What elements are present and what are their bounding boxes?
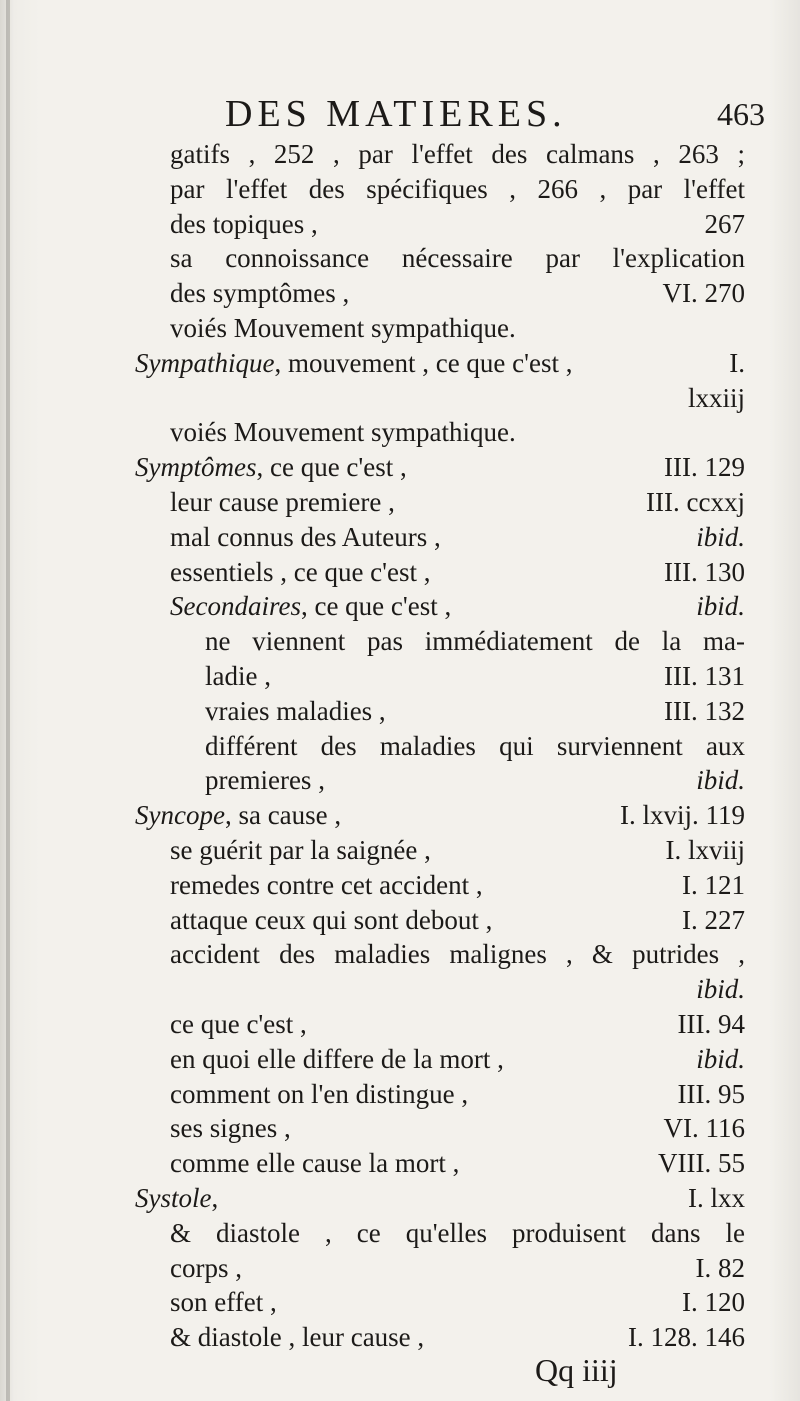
index-line bbox=[0, 1077, 800, 1111]
index-line-text bbox=[170, 137, 745, 171]
index-line bbox=[0, 833, 800, 867]
index-entry-text: vraies maladies , bbox=[205, 695, 386, 726]
index-line-text bbox=[170, 241, 745, 275]
index-line bbox=[0, 868, 800, 902]
index-line bbox=[0, 520, 800, 554]
index-line-text bbox=[170, 311, 516, 345]
index-line-text bbox=[170, 555, 431, 589]
index-line bbox=[0, 276, 800, 310]
index-entry-text: remedes contre cet accident , bbox=[170, 869, 483, 900]
index-line bbox=[0, 729, 800, 763]
index-line bbox=[0, 972, 800, 1006]
index-line-text bbox=[135, 346, 573, 380]
index-page-reference: I. 227 bbox=[682, 904, 745, 935]
index-page-reference: I. 82 bbox=[695, 1252, 745, 1283]
page-number: 463 bbox=[717, 96, 765, 132]
index-line bbox=[0, 1320, 800, 1354]
index-line-text bbox=[170, 207, 318, 241]
index-entry-text: différent des maladies qui surviennent aux bbox=[205, 730, 745, 761]
index-line bbox=[0, 555, 800, 589]
index-line-text bbox=[170, 485, 395, 519]
index-line bbox=[0, 589, 800, 623]
index-line-text bbox=[170, 1251, 242, 1285]
index-line-text bbox=[170, 1007, 307, 1041]
index-line bbox=[0, 694, 800, 728]
index-line-text bbox=[205, 694, 386, 728]
index-headword: Secondaires bbox=[170, 591, 301, 622]
index-line bbox=[0, 415, 800, 449]
index-line bbox=[0, 241, 800, 275]
index-line bbox=[0, 1181, 800, 1215]
index-page-reference: I. lxviij bbox=[665, 835, 745, 865]
index-page-reference: ibid. bbox=[696, 1043, 745, 1074]
index-entry-text: , sa cause , bbox=[224, 800, 342, 831]
index-line-text bbox=[170, 1146, 459, 1180]
index-page-reference: III. 131 bbox=[664, 661, 745, 691]
index-line-text bbox=[135, 1181, 218, 1215]
index-entry-text: son effet , bbox=[170, 1287, 277, 1318]
index-line bbox=[0, 1111, 800, 1145]
index-line bbox=[0, 137, 800, 171]
index-line bbox=[0, 485, 800, 519]
index-line-text bbox=[170, 520, 441, 554]
index-entry-text: voiés Mouvement sympathique. bbox=[170, 417, 516, 448]
index-page-reference: I. lxvij. 119 bbox=[620, 800, 745, 831]
index-page-reference: VI. 116 bbox=[663, 1113, 745, 1144]
index-entry-text: ce que c'est , bbox=[170, 1009, 307, 1039]
index-entry-text: des symptômes , bbox=[170, 278, 350, 309]
index-entry-text: voiés Mouvement sympathique. bbox=[170, 313, 516, 343]
index-page-reference: III. 94 bbox=[677, 1009, 745, 1039]
index-page-reference: I. 120 bbox=[682, 1287, 745, 1318]
page-title: DES MATIERES. bbox=[225, 93, 567, 135]
index-headword: Systole bbox=[135, 1183, 212, 1213]
index-line-text bbox=[170, 1077, 468, 1111]
index-line-text bbox=[170, 415, 516, 449]
index-line bbox=[0, 624, 800, 658]
index-line-text bbox=[170, 937, 745, 971]
index-page-reference: I. lxx bbox=[688, 1183, 745, 1213]
index-line-text bbox=[170, 1216, 745, 1250]
index-line-text bbox=[170, 172, 745, 206]
index-page-reference: III. 129 bbox=[664, 452, 745, 483]
index-page-reference: III. ccxxj bbox=[646, 487, 745, 517]
index-line bbox=[0, 903, 800, 937]
index-line-text bbox=[170, 1042, 504, 1076]
index-page-reference: ibid. bbox=[696, 591, 745, 622]
index-line bbox=[0, 1251, 800, 1285]
index-line-text bbox=[135, 450, 407, 484]
index-entry-text: comment on l'en distingue , bbox=[170, 1078, 469, 1109]
index-line bbox=[0, 1146, 800, 1180]
index-headword: Sympathique bbox=[135, 347, 275, 378]
index-page-reference: lxxiij bbox=[687, 382, 745, 413]
index-line-text bbox=[135, 798, 341, 832]
index-line bbox=[0, 381, 800, 415]
index-line-text bbox=[205, 624, 745, 658]
index-page-reference: 267 bbox=[704, 208, 745, 239]
index-line bbox=[0, 450, 800, 484]
index-line bbox=[0, 172, 800, 206]
index-line bbox=[0, 207, 800, 241]
index-page-reference: ibid. bbox=[696, 521, 745, 552]
index-page-reference: I. bbox=[729, 347, 745, 378]
index-line-text bbox=[170, 1111, 291, 1145]
index-line bbox=[0, 1216, 800, 1250]
index-page-reference: I. 128. 146 bbox=[628, 1322, 745, 1353]
index-entry-text: , ce que c'est , bbox=[300, 591, 452, 622]
index-line bbox=[0, 1007, 800, 1041]
index-entry-text: leur cause premiere , bbox=[170, 487, 395, 517]
index-entry-text: se guérit par la saignée , bbox=[170, 835, 431, 865]
index-line bbox=[0, 763, 800, 797]
index-entry-text: par l'effet des spécifiques , 266 , par l'effet bbox=[170, 173, 745, 204]
index-line-text bbox=[170, 1285, 277, 1319]
index-line bbox=[0, 311, 800, 345]
index-line bbox=[0, 1285, 800, 1319]
signature-mark: Qq iiij bbox=[535, 1352, 618, 1388]
index-entry-text: & diastole , ce qu'elles produisent dans le bbox=[170, 1217, 745, 1248]
index-line-text bbox=[205, 763, 325, 797]
index-entry-text: corps , bbox=[170, 1252, 242, 1283]
index-page-reference: III. 130 bbox=[664, 556, 745, 587]
index-line-text bbox=[170, 868, 483, 902]
index-entry-text: & diastole , leur cause , bbox=[170, 1322, 425, 1353]
index-page-reference: ibid. bbox=[696, 765, 745, 796]
index-line bbox=[0, 937, 800, 971]
index-entry-text: sa connoissance nécessaire par l'explication bbox=[170, 243, 745, 274]
index-page-reference: VI. 270 bbox=[662, 278, 745, 309]
index-headword: Symptômes bbox=[135, 452, 257, 483]
index-line-text bbox=[170, 589, 451, 623]
index-page-reference: I. 121 bbox=[682, 869, 745, 900]
index-entry-text: ladie , bbox=[205, 661, 271, 691]
index-entry-text: premieres , bbox=[205, 765, 325, 796]
index-entry-text: comme elle cause la mort , bbox=[170, 1148, 460, 1179]
index-line bbox=[0, 659, 800, 693]
index-line-text bbox=[170, 833, 431, 867]
index-line bbox=[0, 1042, 800, 1076]
index-entry-text: attaque ceux qui sont debout , bbox=[170, 904, 493, 935]
index-entry-text: en quoi elle differe de la mort , bbox=[170, 1043, 504, 1074]
index-page-reference: III. 95 bbox=[677, 1078, 745, 1109]
index-entry-text: , bbox=[211, 1183, 219, 1213]
index-page-reference: ibid. bbox=[696, 974, 745, 1005]
index-page-reference: III. 132 bbox=[664, 695, 745, 726]
index-line-text bbox=[170, 276, 349, 310]
index-entry-text: gatifs , 252 , par l'effet des calmans , 263 ; bbox=[170, 139, 745, 169]
index-entry-text: , mouvement , ce que c'est , bbox=[274, 347, 573, 378]
index-line bbox=[0, 346, 800, 380]
index-entry-text: essentiels , ce que c'est , bbox=[170, 556, 431, 587]
index-entry-text: accident des maladies malignes , & putrides , bbox=[170, 939, 745, 970]
index-entry-text: ses signes , bbox=[170, 1113, 291, 1144]
index-line-text bbox=[170, 1320, 424, 1354]
running-header bbox=[225, 92, 765, 138]
index-line bbox=[0, 798, 800, 832]
index-line-text bbox=[205, 729, 745, 763]
index-entry-text: , ce que c'est , bbox=[256, 452, 407, 483]
index-line-text bbox=[205, 659, 271, 693]
index-entry-text: des topiques , bbox=[170, 208, 318, 239]
index-entry-text: mal connus des Auteurs , bbox=[170, 521, 441, 552]
index-line-text bbox=[170, 903, 492, 937]
index-headword: Syncope bbox=[135, 800, 225, 831]
index-entry-text: ne viennent pas immédiatement de la ma- bbox=[205, 626, 745, 657]
index-page-reference: VIII. 55 bbox=[658, 1148, 745, 1179]
